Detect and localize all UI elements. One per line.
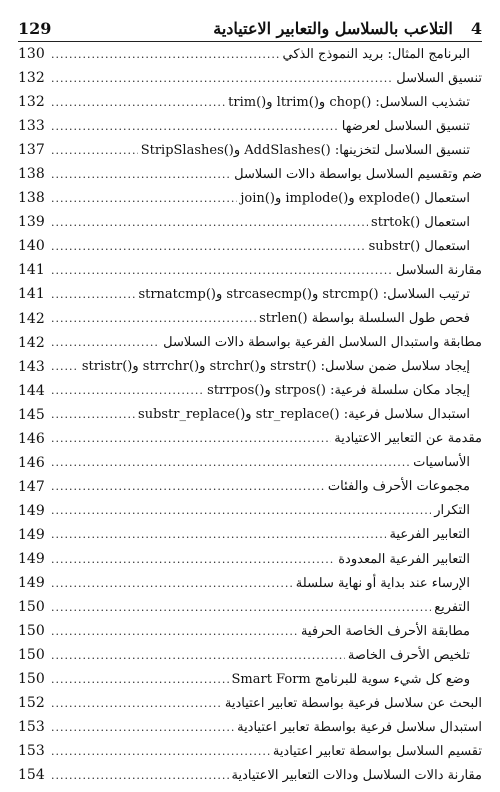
toc-entry: [18, 571, 482, 595]
dot-leader: [51, 264, 393, 277]
dot-leader: [51, 360, 79, 373]
toc-entry-page: 149: [18, 502, 45, 519]
toc-entry-title: استعمال ()explode و()implode و()join: [240, 190, 470, 206]
dot-leader: [51, 625, 298, 638]
toc-entry: [18, 355, 482, 379]
toc-entry-title: التفريع: [434, 599, 470, 615]
table-of-contents: [18, 42, 482, 787]
toc-entry: [18, 258, 482, 282]
dot-leader: [51, 528, 386, 541]
toc-entry-title: فحص طول السلسلة بواسطة ()strlen: [259, 311, 470, 327]
toc-entry-title: البرنامج المثال: بريد النموذج الذكي: [282, 46, 470, 62]
toc-entry-page: 132: [18, 70, 45, 87]
toc-entry-title: مطابقة الأحرف الخاصة الحرفية: [300, 623, 470, 639]
chapter-number: 4: [470, 19, 482, 38]
dot-leader: [51, 96, 225, 109]
toc-entry: [18, 619, 482, 643]
toc-entry-page: 152: [18, 695, 45, 712]
toc-entry-title: ترتيب السلاسل: ()strcmp و()strcasecmp و()strnatcmp: [138, 286, 470, 302]
toc-entry: [18, 547, 482, 571]
dot-leader: [51, 120, 339, 133]
toc-entry-title: الإرساء عند بداية أو نهاية سلسلة: [295, 575, 470, 591]
dot-leader: [51, 336, 160, 349]
chapter-title: التلاعب بالسلاسل والتعابير الاعتيادية: [213, 19, 453, 38]
toc-entry-page: 149: [18, 551, 45, 567]
toc-entry: [18, 499, 482, 523]
page-number: 129: [18, 19, 52, 38]
toc-entry-page: 150: [18, 647, 45, 664]
toc-entry-title: البحث عن سلاسل فرعية بواسطة تعابير اعتيادية: [224, 695, 482, 711]
toc-entry-page: 145: [18, 406, 45, 423]
toc-entry-title: مقارنة دالات السلاسل ودالات التعابير الاعتيادية: [231, 767, 482, 783]
toc-entry-page: 153: [18, 719, 45, 736]
dot-leader: [51, 216, 368, 229]
toc-entry: [18, 331, 482, 355]
toc-entry-page: 142: [18, 310, 45, 327]
dot-leader: [51, 72, 393, 85]
toc-entry-title: تلخيص الأحرف الخاصة: [347, 647, 470, 663]
dot-leader: [51, 432, 331, 445]
toc-entry-title: وضع كل شيء سوية للبرنامج Smart Form: [231, 671, 470, 687]
toc-entry-title: استعمال ()substr: [368, 238, 470, 254]
toc-entry: [18, 66, 482, 90]
toc-entry-page: 149: [18, 575, 45, 592]
toc-entry: [18, 379, 482, 403]
toc-entry: [18, 403, 482, 427]
toc-entry-title: التكرار: [434, 503, 470, 519]
toc-entry-title: مقدمة عن التعابير الاعتيادية: [334, 431, 482, 447]
toc-entry-page: 132: [18, 94, 45, 111]
toc-entry-page: 130: [18, 46, 45, 63]
toc-entry-page: 147: [18, 478, 45, 495]
chapter-heading: [213, 19, 482, 38]
toc-entry: [18, 691, 482, 715]
dot-leader: [51, 721, 234, 734]
toc-entry: [18, 475, 482, 499]
toc-entry-page: 154: [18, 767, 45, 784]
toc-entry: [18, 282, 482, 306]
toc-entry-title: ضم وتقسيم السلاسل بواسطة دالات السلاسل: [234, 166, 482, 182]
toc-entry-page: 150: [18, 671, 45, 688]
toc-entry-title: استبدال سلاسل فرعية بواسطة تعابير اعتيادية: [237, 719, 482, 735]
dot-leader: [51, 456, 410, 469]
toc-entry-page: 133: [18, 118, 45, 135]
toc-entry-page: 141: [18, 286, 45, 303]
toc-entry-title: تقسيم السلاسل بواسطة تعابير اعتيادية: [272, 743, 482, 759]
toc-entry-title: مجموعات الأحرف والفئات: [327, 479, 470, 495]
toc-entry-title: تنسيق السلاسل لتخزينها: ()AddSlashes و()StripSlashes: [140, 142, 470, 158]
toc-entry-page: 141: [18, 262, 45, 279]
dot-leader: [51, 192, 237, 205]
toc-entry-page: 142: [18, 334, 45, 351]
toc-entry-page: 143: [18, 358, 45, 375]
dot-leader: [51, 769, 229, 782]
toc-entry-title: استعمال ()strtok: [371, 214, 470, 230]
toc-entry: [18, 138, 482, 162]
dot-leader: [51, 384, 204, 397]
dot-leader: [51, 601, 431, 614]
toc-entry-page: 138: [18, 190, 45, 207]
toc-entry-title: مقارنة السلاسل: [395, 262, 482, 278]
dot-leader: [51, 504, 431, 517]
toc-entry: [18, 643, 482, 667]
dot-leader: [51, 649, 345, 662]
toc-entry: [18, 307, 482, 331]
dot-leader: [51, 745, 270, 758]
toc-entry-title: إيجاد مكان سلسلة فرعية: ()strpos و()strrpos: [207, 383, 470, 399]
toc-entry-title: التعابير الفرعية: [389, 527, 470, 543]
toc-entry-title: تنسيق السلاسل: [396, 70, 482, 86]
dot-leader: [51, 48, 280, 61]
dot-leader: [51, 577, 293, 590]
toc-entry: [18, 523, 482, 547]
toc-entry-title: مطابقة واستبدال السلاسل الفرعية بواسطة دالات السلاسل: [163, 335, 482, 351]
toc-entry: [18, 667, 482, 691]
toc-entry-title: الأساسيات: [413, 455, 470, 471]
dot-leader: [51, 312, 256, 325]
toc-entry-title: استبدال سلاسل فرعية: ()str_replace و()substr_replace: [138, 407, 470, 423]
toc-entry: [18, 162, 482, 186]
toc-entry: [18, 42, 482, 66]
dot-leader: [51, 480, 325, 493]
toc-entry: [18, 739, 482, 763]
toc-entry: [18, 763, 482, 787]
toc-entry: [18, 186, 482, 210]
toc-entry-page: 149: [18, 526, 45, 543]
toc-entry-page: 146: [18, 454, 45, 471]
dot-leader: [51, 288, 135, 301]
toc-entry-title: تنسيق السلاسل لعرضها: [341, 118, 470, 134]
toc-entry-page: 137: [18, 142, 45, 159]
dot-leader: [51, 240, 366, 253]
toc-entry: [18, 90, 482, 114]
toc-entry-page: 139: [18, 214, 45, 231]
toc-entry-title: التعابير الفرعية المعدودة: [338, 551, 470, 567]
toc-entry-title: تشذيب السلاسل: ()chop و()ltrim و()trim: [228, 94, 470, 110]
toc-entry-page: 144: [18, 382, 45, 399]
dot-leader: [51, 168, 231, 181]
running-header: [18, 14, 482, 42]
toc-entry-page: 140: [18, 238, 45, 255]
toc-entry-page: 150: [18, 623, 45, 640]
toc-entry: [18, 234, 482, 258]
toc-entry-page: 146: [18, 430, 45, 447]
toc-entry-page: 138: [18, 166, 45, 183]
toc-entry: [18, 114, 482, 138]
dot-leader: [51, 553, 335, 566]
dot-leader: [51, 673, 229, 686]
dot-leader: [51, 144, 138, 157]
toc-entry: [18, 451, 482, 475]
dot-leader: [51, 697, 222, 710]
toc-entry-page: 150: [18, 599, 45, 616]
toc-entry: [18, 715, 482, 739]
toc-entry: [18, 210, 482, 234]
toc-entry: [18, 595, 482, 619]
toc-entry-title: إيجاد سلاسل ضمن سلاسل: ()strstr و()strchr و()strrchr و()stristr: [81, 359, 470, 375]
toc-entry: [18, 427, 482, 451]
toc-entry-page: 153: [18, 743, 45, 760]
dot-leader: [51, 408, 135, 421]
